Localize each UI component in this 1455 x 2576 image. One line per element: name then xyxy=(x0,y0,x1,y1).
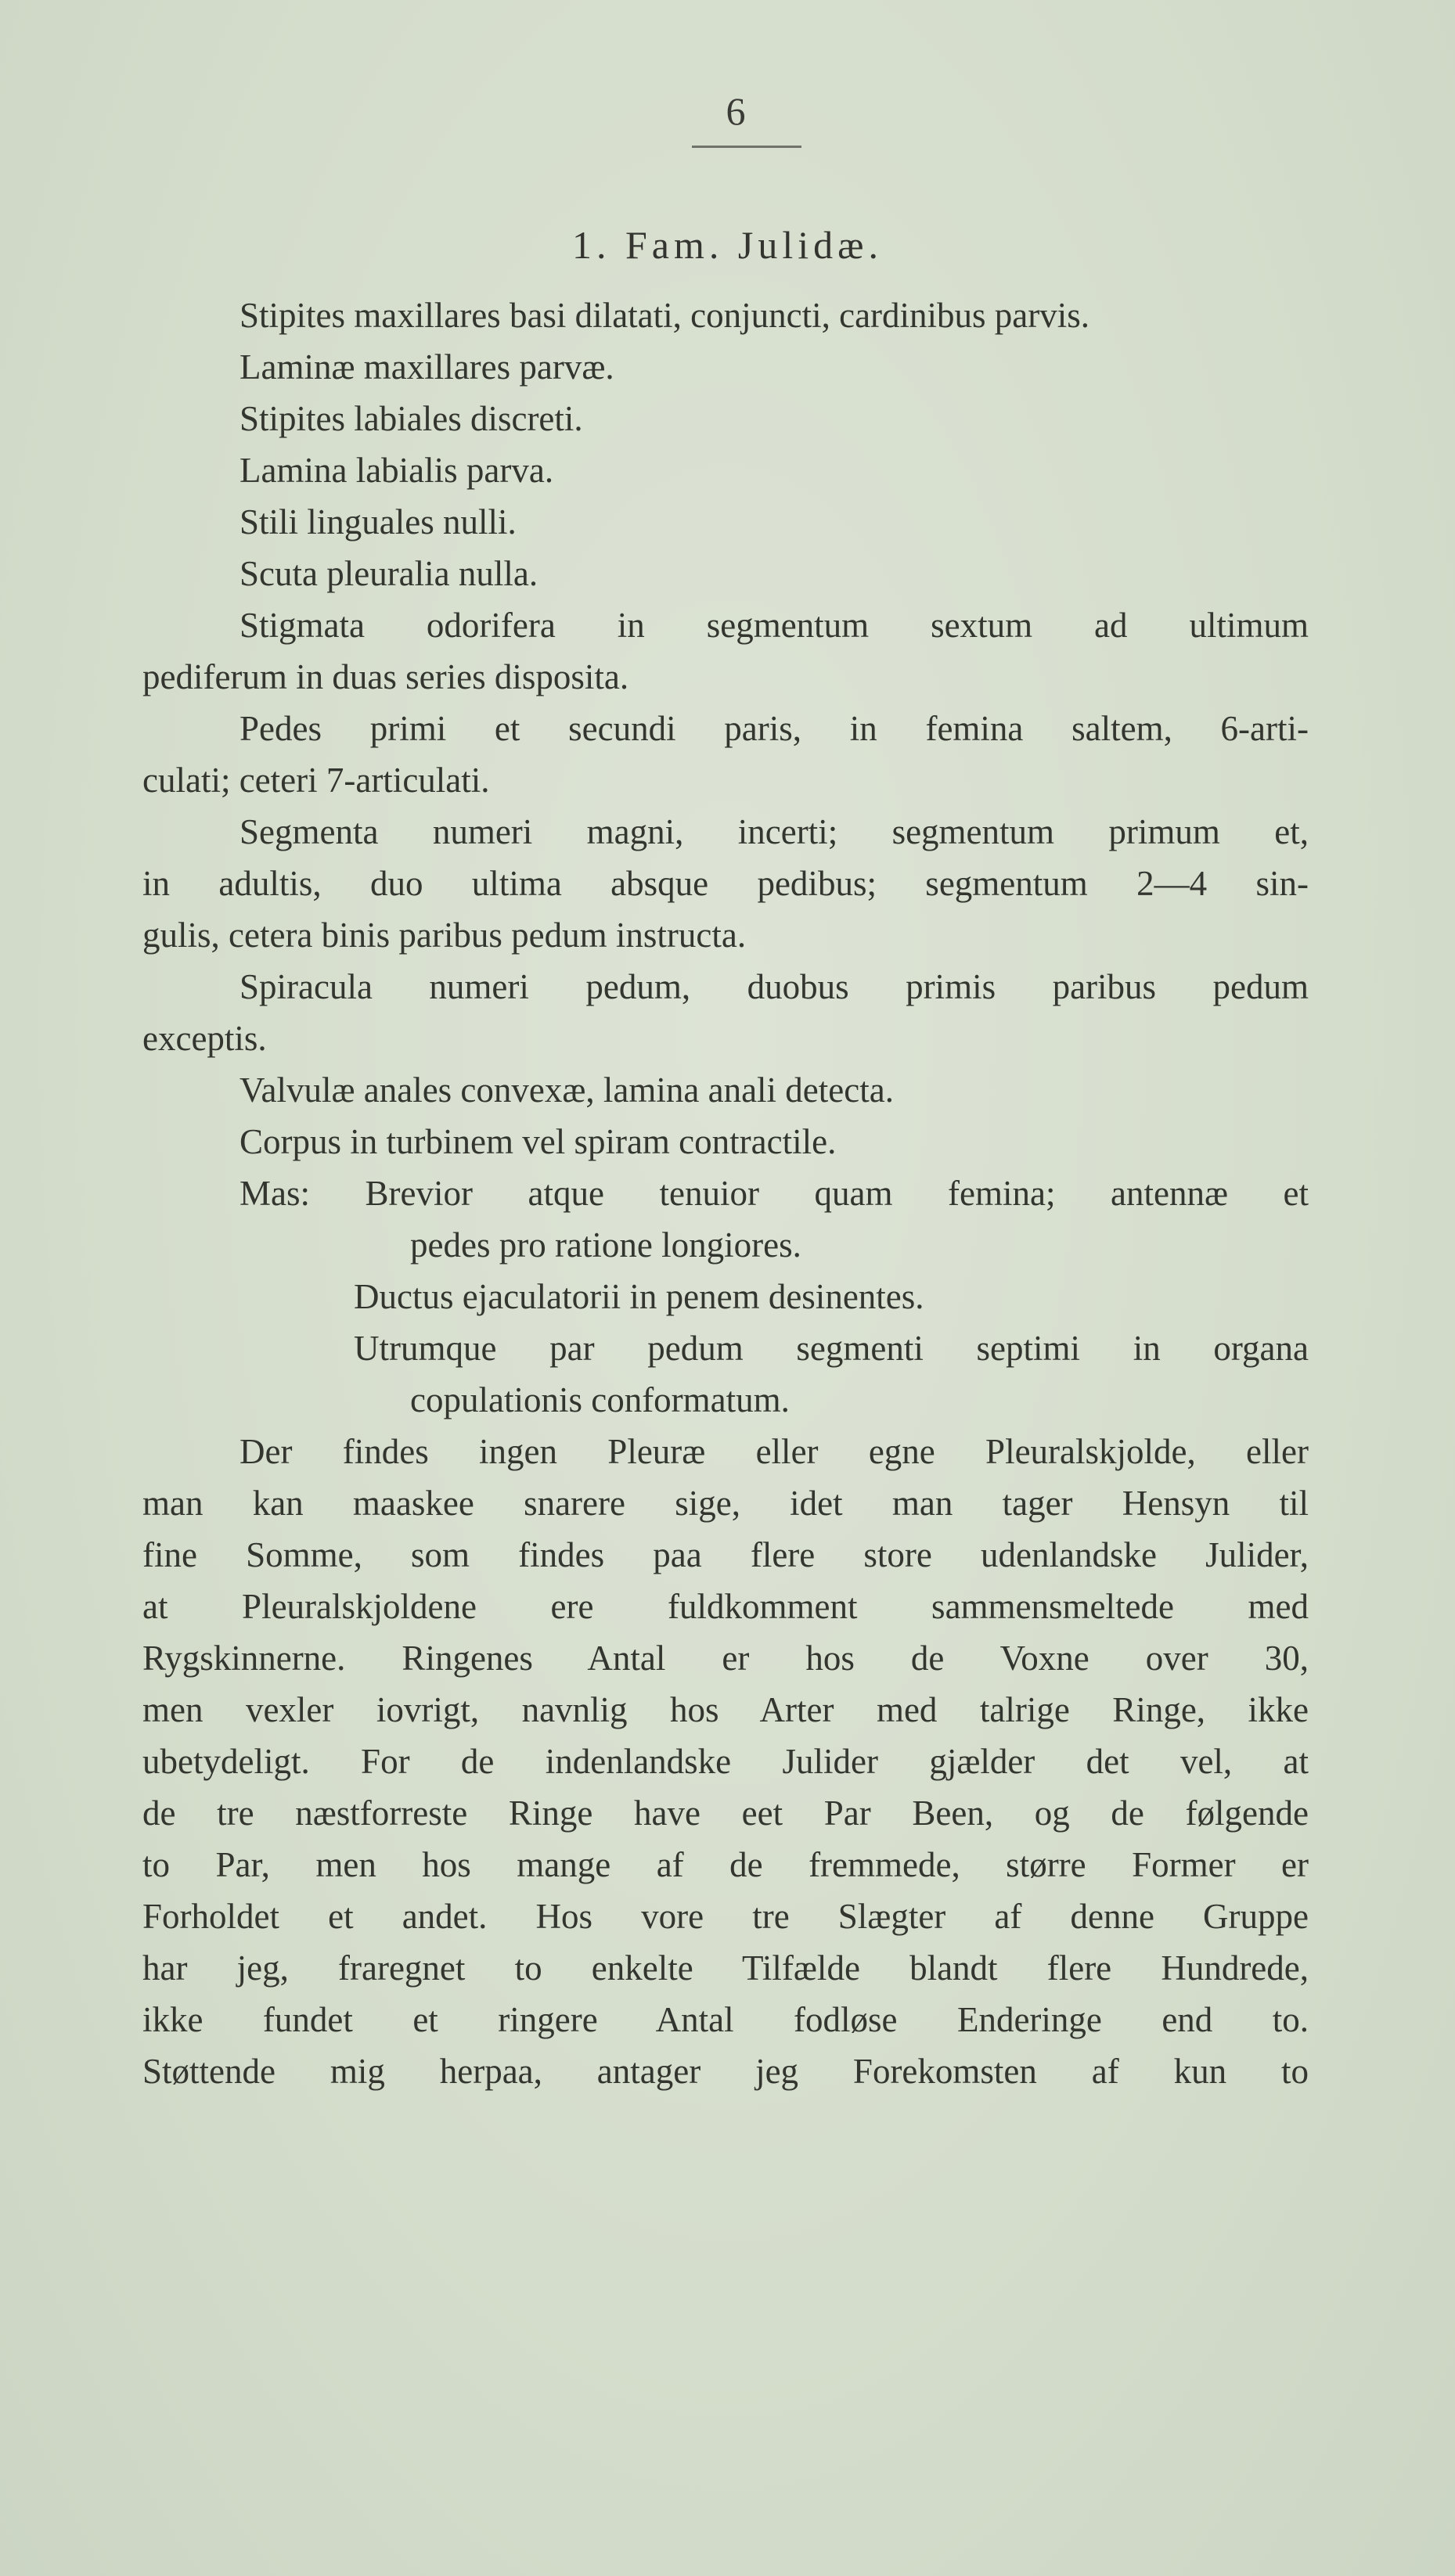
text-line: Lamina labialis parva. xyxy=(239,451,554,490)
page-number-rule xyxy=(692,146,801,148)
text-line: in adultis, duo ultima absque pedibus; segmentum 2—4 sin- xyxy=(142,864,1309,903)
text-line: Laminæ maxillares parvæ. xyxy=(239,347,614,387)
text-line: at Pleuralskjoldene ere fuldkomment sammensmeltede med xyxy=(142,1587,1309,1626)
text-line: ubetydeligt. For de indenlandske Julider gjælder det vel, at xyxy=(142,1742,1309,1781)
text-line: gulis, cetera binis paribus pedum instructa. xyxy=(142,916,747,955)
text-line: Ductus ejaculatorii in penem desinentes. xyxy=(354,1277,924,1316)
text-line: Stipites labiales discreti. xyxy=(239,399,583,438)
text-line: Forholdet et andet. Hos vore tre Slægter af denne Gruppe xyxy=(142,1897,1309,1936)
text-line: Valvulæ anales convexæ, lamina anali detecta. xyxy=(239,1070,894,1110)
text-line: pediferum in duas series disposita. xyxy=(142,657,629,696)
text-line: men vexler iovrigt, navnlig hos Arter med talrige Ringe, ikke xyxy=(142,1690,1309,1729)
text-line: Stigmata odorifera in segmentum sextum ad ultimum xyxy=(239,606,1309,645)
text-line: fine Somme, som findes paa flere store udenlandske Julider, xyxy=(142,1535,1309,1574)
text-line: culati; ceteri 7-articulati. xyxy=(142,761,490,800)
text-line: Stipites maxillares basi dilatati, conjuncti, cardinibus parvis. xyxy=(239,296,1090,335)
text-line: Stili linguales nulli. xyxy=(239,502,517,541)
text-line: Der findes ingen Pleuræ eller egne Pleuralskjolde, eller xyxy=(239,1432,1309,1471)
text-line: to Par, men hos mange af de fremmede, større Former er xyxy=(142,1845,1309,1884)
text-line: Scuta pleuralia nulla. xyxy=(239,554,538,593)
text-line: Utrumque par pedum segmenti septimi in organa xyxy=(354,1329,1309,1368)
page-number: 6 xyxy=(726,89,746,133)
text-line: pedes pro ratione longiores. xyxy=(410,1225,801,1265)
text-line: Corpus in turbinem vel spiram contractile. xyxy=(239,1122,837,1161)
text-line: Pedes primi et secundi paris, in femina saltem, 6-arti- xyxy=(239,709,1309,748)
text-line: man kan maaskee snarere sige, idet man tager Hensyn til xyxy=(142,1484,1309,1523)
text-line: Spiracula numeri pedum, duobus primis paribus pedum xyxy=(239,967,1309,1006)
text-line: de tre næstforreste Ringe have eet Par Been, og de følgende xyxy=(142,1793,1309,1833)
body-text xyxy=(142,290,1309,2097)
text-line: Støttende mig herpaa, antager jeg Forekomsten af kun to xyxy=(142,2052,1309,2091)
text-line: har jeg, fraregnet to enkelte Tilfælde blandt flere Hundrede, xyxy=(142,1948,1309,1988)
section-heading: 1. Fam. Julidæ. xyxy=(572,223,883,267)
text-line: ikke fundet et ringere Antal fodløse Enderinge end to. xyxy=(142,2000,1309,2039)
text-line: Mas: Brevior atque tenuior quam femina; antennæ et xyxy=(239,1174,1309,1213)
text-line: Segmenta numeri magni, incerti; segmentum primum et, xyxy=(239,812,1309,851)
text-line: copulationis conformatum. xyxy=(410,1380,790,1419)
text-line: Rygskinnerne. Ringenes Antal er hos de Voxne over 30, xyxy=(142,1639,1309,1678)
text-line: exceptis. xyxy=(142,1019,267,1058)
